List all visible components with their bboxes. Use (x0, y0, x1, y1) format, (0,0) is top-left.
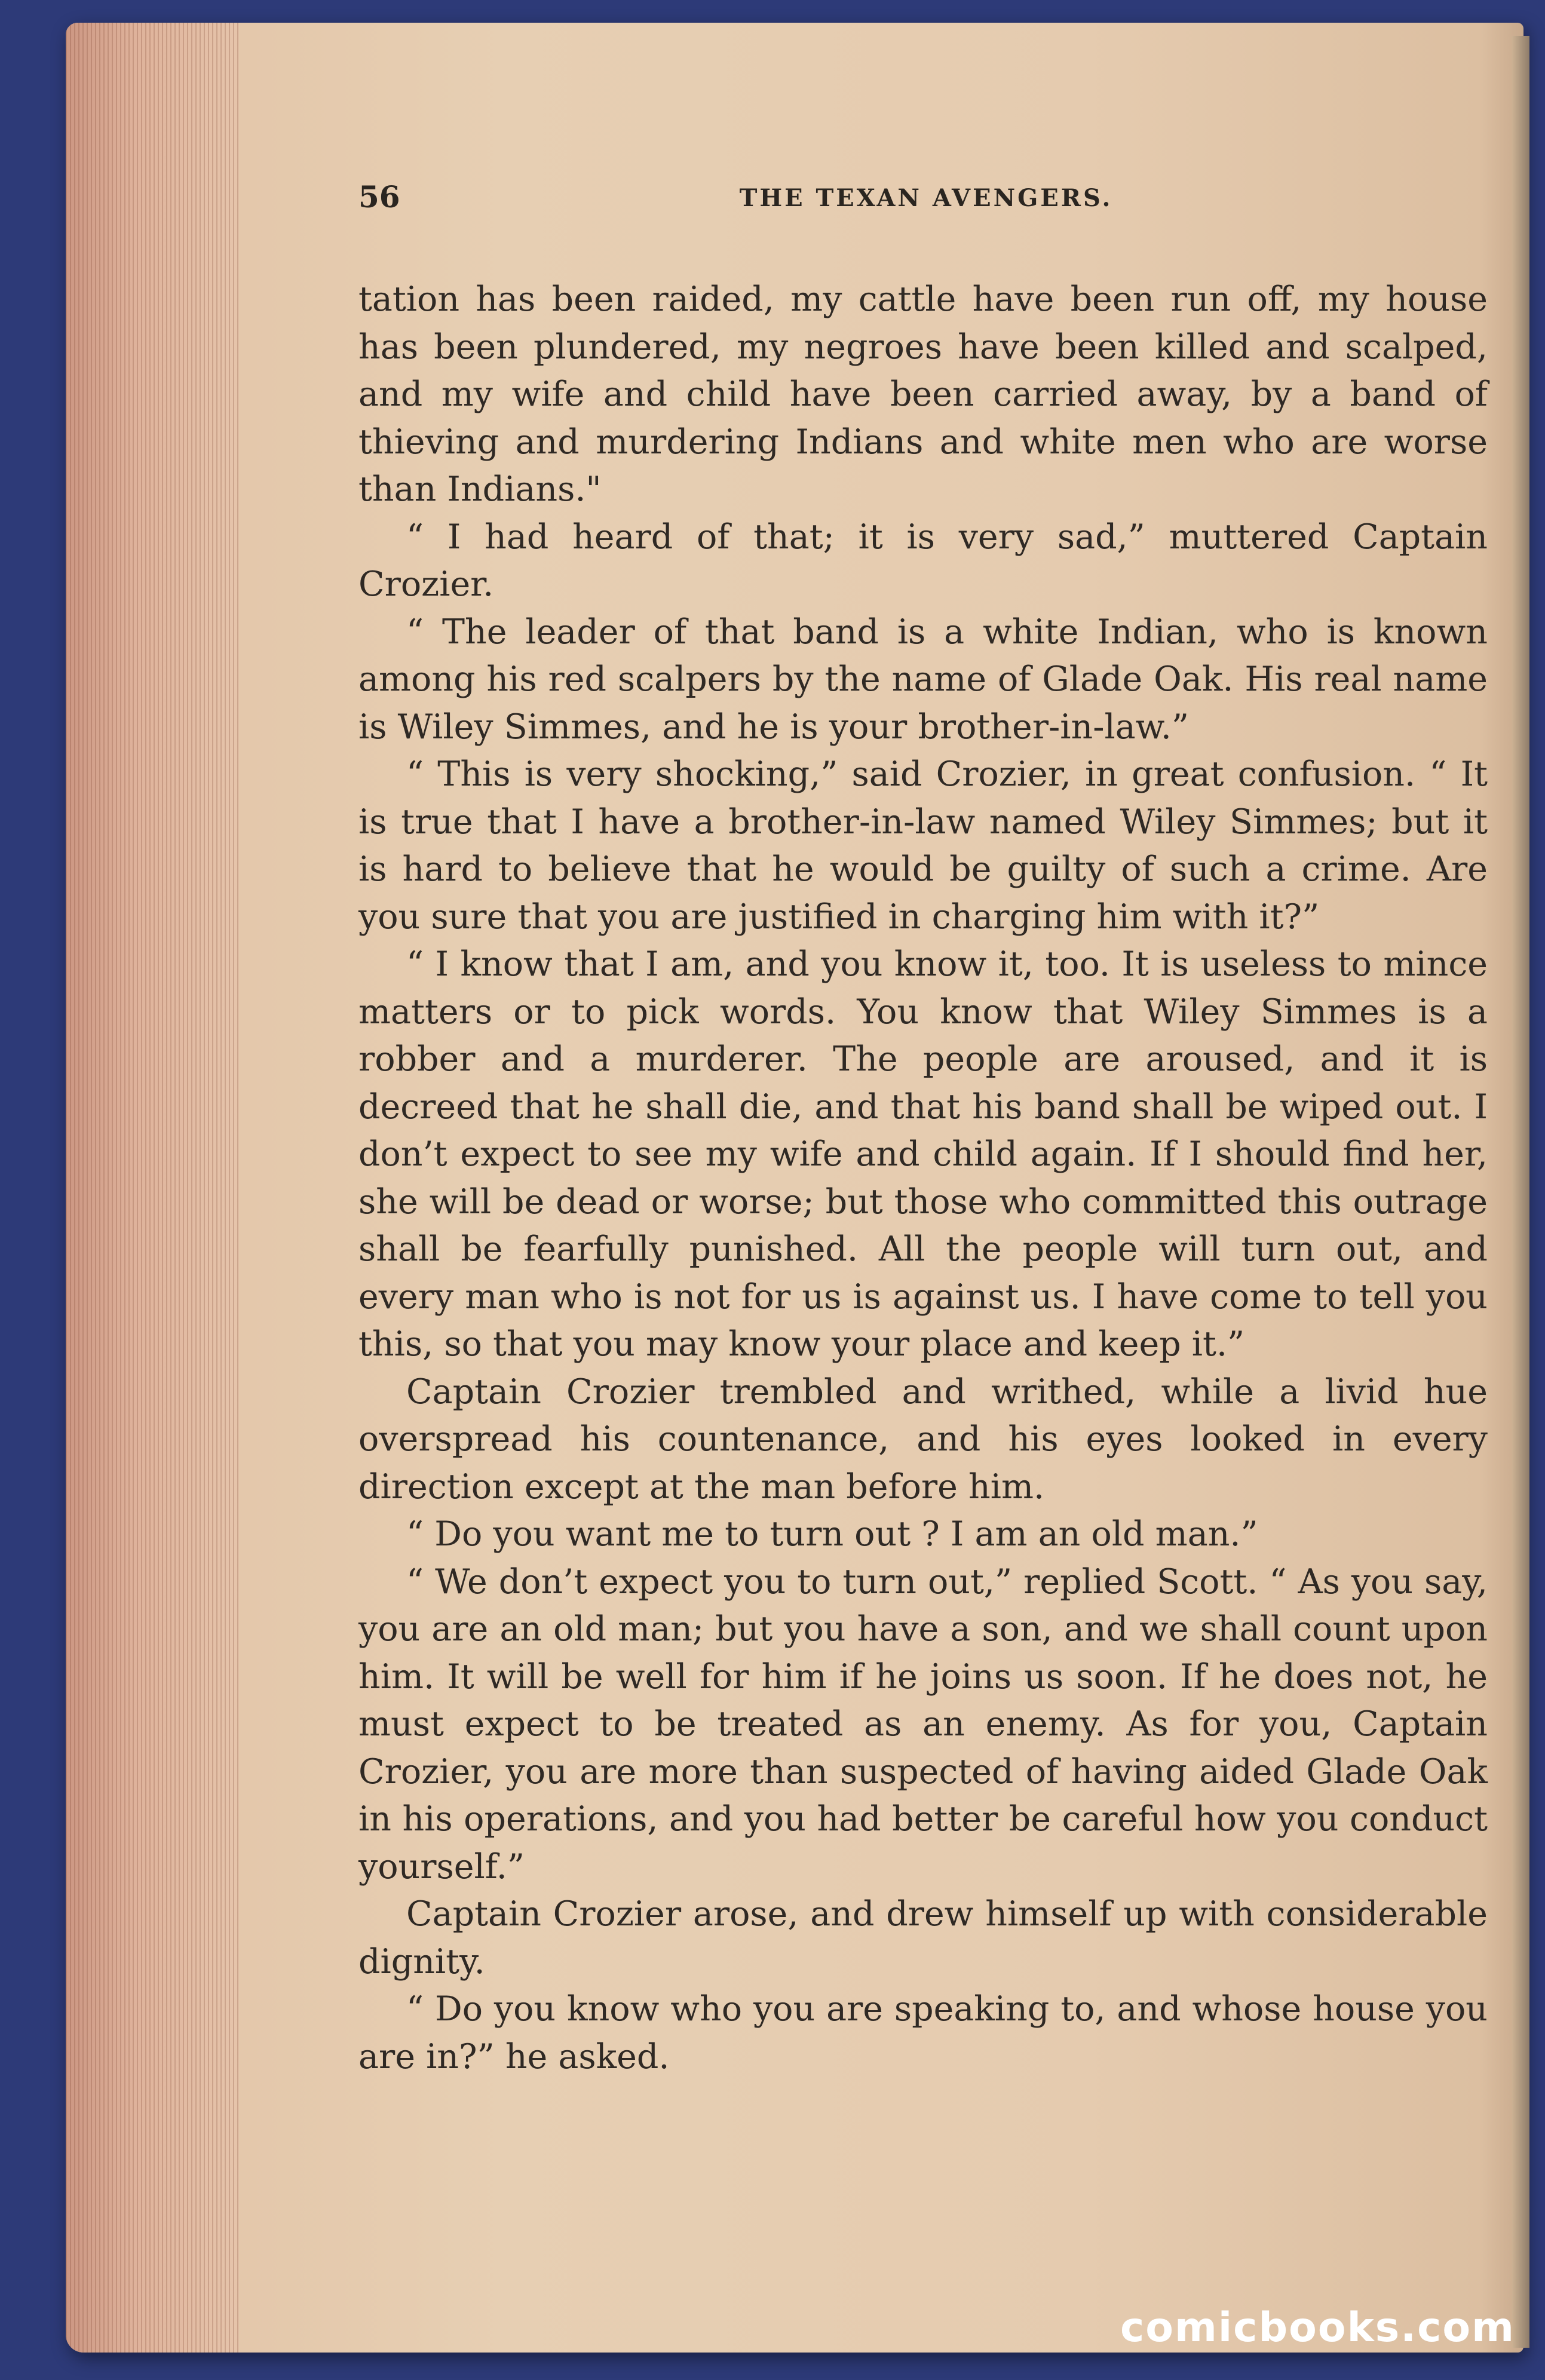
page-right-edge (1512, 36, 1529, 2348)
paragraph: “ Do you know who you are speaking to, and whose house you are in?” he asked. (358, 1989, 1488, 2077)
paragraph: Captain Crozier trembled and writhed, while a livid hue overspread his countenance, and his eyes looked in every direction except at the man before him. (358, 1372, 1488, 1507)
watermark: comicbooks.com (1120, 2304, 1515, 2351)
paragraph: Captain Crozier arose, and drew himself up with considerable dignity. (358, 1894, 1488, 1982)
paragraph: “ I had heard of that; it is very sad,” muttered Captain Crozier. (358, 517, 1488, 604)
running-title: THE TEXAN AVENGERS. (739, 184, 1113, 212)
paragraph: “ We don’t expect you to turn out,” replied Scott. “ As you say, you are an old man; but you have a son, and we shall count upon him. It will be well for him if he joins us soon. If he does not, he must expect to be treated as an enemy. As for you, Captain Crozier, you are more than suspected of having aided Glade Oak in his operations, and you had better be careful how you conduct yourself.” (358, 1562, 1488, 1887)
paragraph: “ This is very shocking,” said Crozier, in great confusion. “ It is true that I have a brother-in-law named Wiley Simmes; but it is hard to believe that he would be guilty of such a crime. Are you sure that you are justified in charging him with it?” (358, 755, 1488, 937)
paragraph: “ Do you want me to turn out ? I am an old man.” (406, 1514, 1258, 1554)
page-number: 56 (358, 179, 400, 214)
paragraph: tation has been raided, my cattle have been run off, my house has been plundered, my negroes have been killed and scalped, and my wife and child have been carried away, by a band of thieving and murdering Indians and white men who are worse than Indians." (358, 280, 1488, 509)
page-header (358, 179, 1494, 227)
page-edges (66, 23, 239, 2353)
paragraph: “ I know that I am, and you know it, too. It is useless to mince matters or to pick words. You know that Wiley Simmes is a robber and a murderer. The people are aroused, and it is decreed that he shall die, and that his band shall be wiped out. I don’t expect to see my wife and child again. If I should find her, she will be dead or worse; but those who committed this outrage shall be fearfully punished. All the people will turn out, and every man who is not for us is against us. I have come to tell you this, so that you may know your place and keep it.” (358, 944, 1488, 1364)
body-text (358, 276, 1488, 2081)
paragraph: “ The leader of that band is a white Indian, who is known among his red scalpers by the name of Glade Oak. His real name is Wiley Simmes, and he is your brother-in-law.” (358, 612, 1488, 747)
